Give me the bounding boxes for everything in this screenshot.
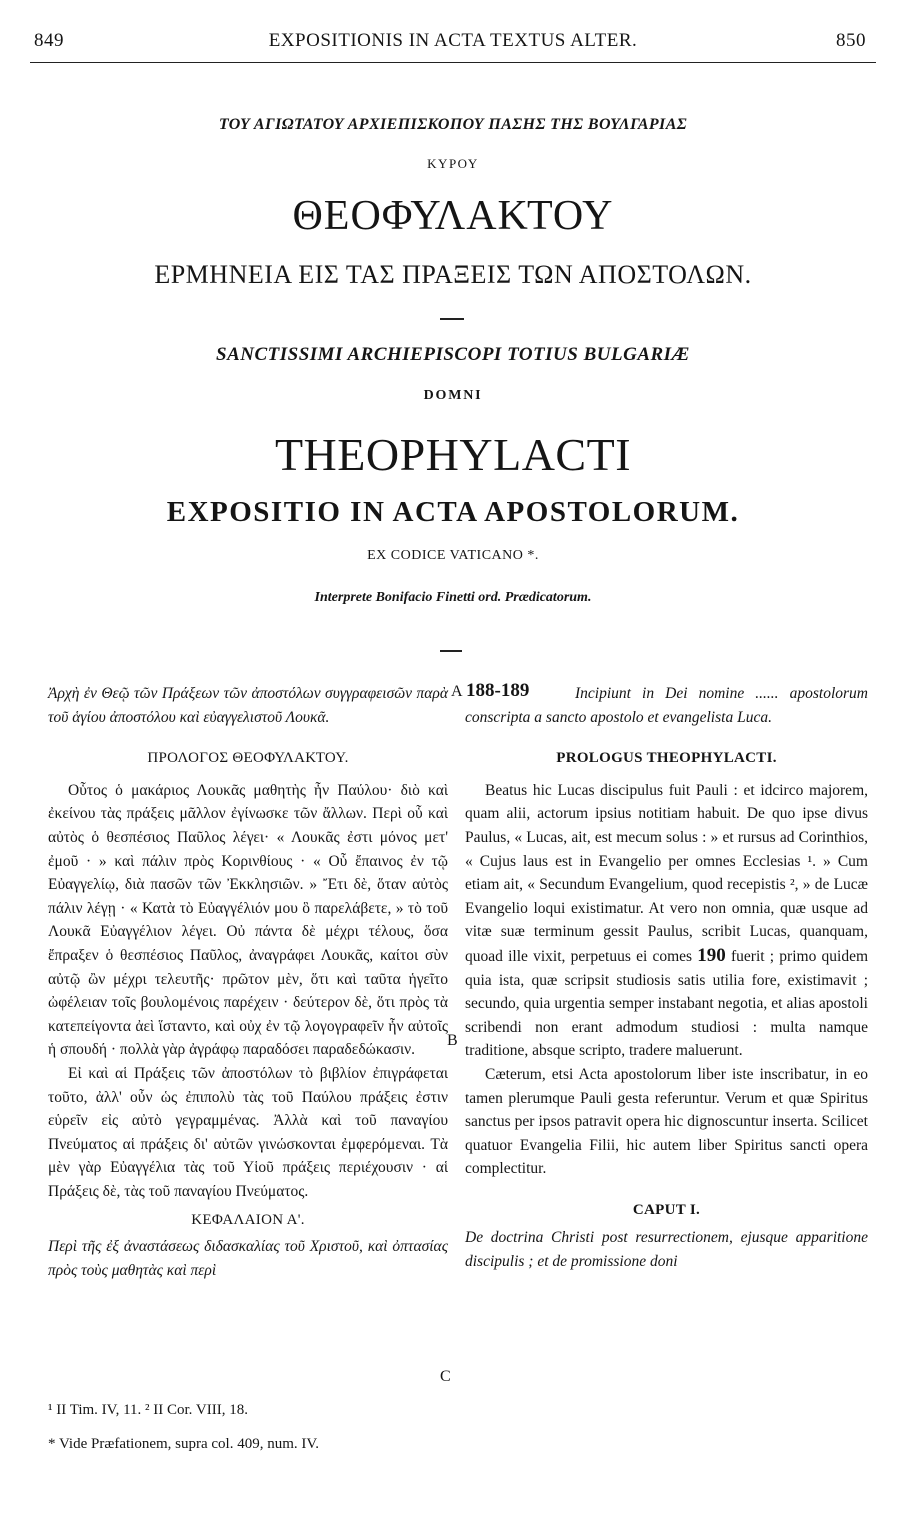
latin-prologue-paragraph-1	[465, 779, 868, 1063]
latin-paragraph-1-part-1: Beatus hic Lucas discipulus fuit Pauli : et idcirco majorem, quam alii, actorum ipsius notitiam habuit. De quo ipse divus Paulus, « Lucas, ait, est mecum solus : » et rursus ad Corinthios, « Cujus laus est in Evangelio per omnes Ecclesias ¹. » Cum etiam ait, « Secundum Evangelium, quod recepistis ², » de Lucæ Evangelio loqui existimatur. At vero non omnia, quæ usque ad vitæ suæ terminum gessit Paulus, scribit Lucas, quanquam, quoad ille vixit, perpetuus ei comes	[465, 781, 868, 965]
latin-work-title: EXPOSITIO IN ACTA APOSTOLORUM.	[166, 496, 740, 528]
column-marker-190: 190	[697, 944, 726, 966]
latin-column	[465, 682, 868, 1274]
latin-chapter-heading: CAPUT I.	[632, 1201, 701, 1218]
translator-credit: Interprete Bonifacio Finetti ord. Prædicatorum.	[314, 590, 592, 605]
greek-incipit: Ἀρχὴ ἐν Θεῷ τῶν Πράξεων τῶν ἀποστόλων συγγραφεισῶν παρὰ τοῦ ἁγίου ἀποστόλου καὶ εὐαγγελιστοῦ Λουκᾶ.	[48, 685, 448, 726]
greek-title-line-1: ΤΟΥ ΑΓΙΩΤΑΤΟΥ ΑΡΧΙΕΠΙΣΚΟΠΟΥ ΠΑΣΗΣ ΤΗΣ ΒΟΥΛΓΑΡΙΑΣ	[218, 116, 688, 133]
latin-prologue-heading: PROLOGUS THEOPHYLACTI.	[556, 750, 777, 767]
greek-chapter-heading: ΚΕΦΑΛΑΙΟΝ Α'.	[191, 1212, 305, 1229]
footnote-references: ¹ II Tim. IV, 11. ² II Cor. VIII, 18.	[48, 1402, 248, 1418]
column-marker-188-189: 188-189	[466, 680, 530, 701]
latin-paragraph-1-part-2: fuerit ; primo quidem quia ista, quæ scripsit studiosis satis utilia fore, existimavit ; secundo, quia urgentia semper instabant negotia, et alias apostoli scribendi non erant admodum studiosi : multa namque traditione, absque scripto, tradere maluerunt.	[465, 947, 869, 1060]
greek-column	[48, 682, 448, 1282]
greek-prologue-paragraph-2: Εἰ καὶ αἱ Πράξεις τῶν ἀποστόλων τὸ βιβλίον ἐπιγράφεται τοῦτο, ἀλλ' οὖν ὡς ἐπιπολὺ τὰς τοῦ Παύλου πράξεις ἐστιν εὑρεῖν εἰς αὐτὸ γεγραμμένας. Ἀλλὰ καὶ τοῦ παναγίου Πνεύματος αἱ πράξεις δι' αὐτῶν γινώσκονται ἐμφερόμεναι. Τὰ μὲν γὰρ Εὐαγγέλια τὰς τοῦ Υἱοῦ πράξεις περιέχουσιν · αἱ Πράξεις δὲ, τὰς τοῦ παναγίου Πνεύματος.	[48, 1064, 448, 1200]
latin-author-name: THEOPHYLACTI	[274, 429, 632, 480]
greek-title-line-2: ΚΥΡΟΥ	[427, 156, 479, 171]
header-rule	[30, 62, 876, 63]
margin-letter-a: A	[451, 683, 463, 700]
column-number-right: 850	[836, 30, 866, 51]
latin-title-line-2: DOMNI	[423, 388, 483, 403]
greek-chapter-summary: Περὶ τῆς ἐξ ἀναστάσεως διδασκαλίας τοῦ Χριστοῦ, καὶ ὀπτασίας πρὸς τοὺς μαθητὰς καὶ περὶ	[48, 1238, 448, 1279]
greek-work-title: ΕΡΜΗΝΕΙΑ ΕΙΣ ΤΑΣ ΠΡΑΞΕΙΣ ΤΩΝ ΑΠΟΣΤΟΛΩΝ.	[154, 260, 752, 289]
column-number-left: 849	[34, 30, 64, 51]
margin-letter-c: C	[440, 1368, 451, 1385]
margin-letter-b: B	[447, 1032, 458, 1049]
greek-prologue-paragraph-1: Οὗτος ὁ μακάριος Λουκᾶς μαθητὴς ἦν Παύλου· διὸ καὶ ἐκείνου τὰς πράξεις μᾶλλον ἐγίνωσκε τῶν ἄλλων. Περὶ οὗ καὶ αὐτὸς ὁ θεσπέσιος Παῦλος λέγει· « Λουκᾶς ἐστι μόνος μετ' ἐμοῦ · » καὶ πάλιν πρὸς Κορινθίους · « Οὗ ἔπαινος ἐν τῷ Εὐαγγελίῳ, διὰ πασῶν τῶν Ἐκκλησιῶν. » Ἔτι δὲ, ὅταν αὐτὸς πάλιν λέγῃ · « Κατὰ τὸ Εὐαγγέλιόν μου ὃ παρελάβετε, » τὸ τοῦ Λουκᾶ Εὐαγγέλιον λέγει. Οὐ πάντα δὲ μέχρι τέλους, ὅσα ἔπραξεν ὁ θεσπέσιος Παῦλος, ἀναγράφει Λουκᾶς, καίτοι σὺν αὐτῷ ὢν μέχρι τελευτῆς· πρῶτον μὲν, ὅτι καὶ ταῦτα ἡγεῖτο ὠφέλειαν τοῖς βουλομένοις παρέχειν · δεύτερον δὲ, ὅτι πρὸς τὰ κατεπείγοντα ἀεὶ ἵσταντο, καὶ οὐχ ἐν τῷ λογογραφεῖν ἦν αὐτοῖς ἡ σπουδή · πολλὰ γὰρ ἀγράφῳ παραδόσει παραδεδώκασιν.	[48, 781, 448, 1059]
title-separator-2	[440, 650, 462, 652]
latin-incipit: Incipiunt in Dei nomine ...... apostolorum conscripta a sancto apostolo et evangelista Luca.	[465, 685, 868, 726]
latin-chapter-summary: De doctrina Christi post resurrectionem, ejusque apparitione discipulis ; et de promissione doni	[465, 1229, 868, 1271]
source-codex: EX CODICE VATICANO *.	[367, 548, 539, 563]
latin-prologue-paragraph-2: Cæterum, etsi Acta apostolorum liber iste inscribatur, in eo tamen plerumque Pauli gesta referuntur. Verum et quæ Spiritus sanctus per ipsos patravit opera hic dignoscuntur inserta. Scilicet quatuor Evangelia Filii, hic autem liber Spiritus sancti opera complectitur.	[465, 1065, 868, 1178]
title-separator-1	[440, 318, 464, 320]
footnote-preface: * Vide Præfationem, supra col. 409, num. IV.	[48, 1436, 320, 1452]
latin-title-line-1: SANCTISSIMI ARCHIEPISCOPI TOTIUS BULGARIÆ	[216, 344, 690, 365]
greek-prologue-heading: ΠΡΟΛΟΓΟΣ ΘΕΟΦΥΛΑΚΤΟΥ.	[147, 750, 349, 767]
greek-author-name: ΘΕΟΦΥΛΑΚΤΟΥ	[292, 193, 614, 239]
running-title: EXPOSITIONIS IN ACTA TEXTUS ALTER.	[268, 30, 638, 51]
